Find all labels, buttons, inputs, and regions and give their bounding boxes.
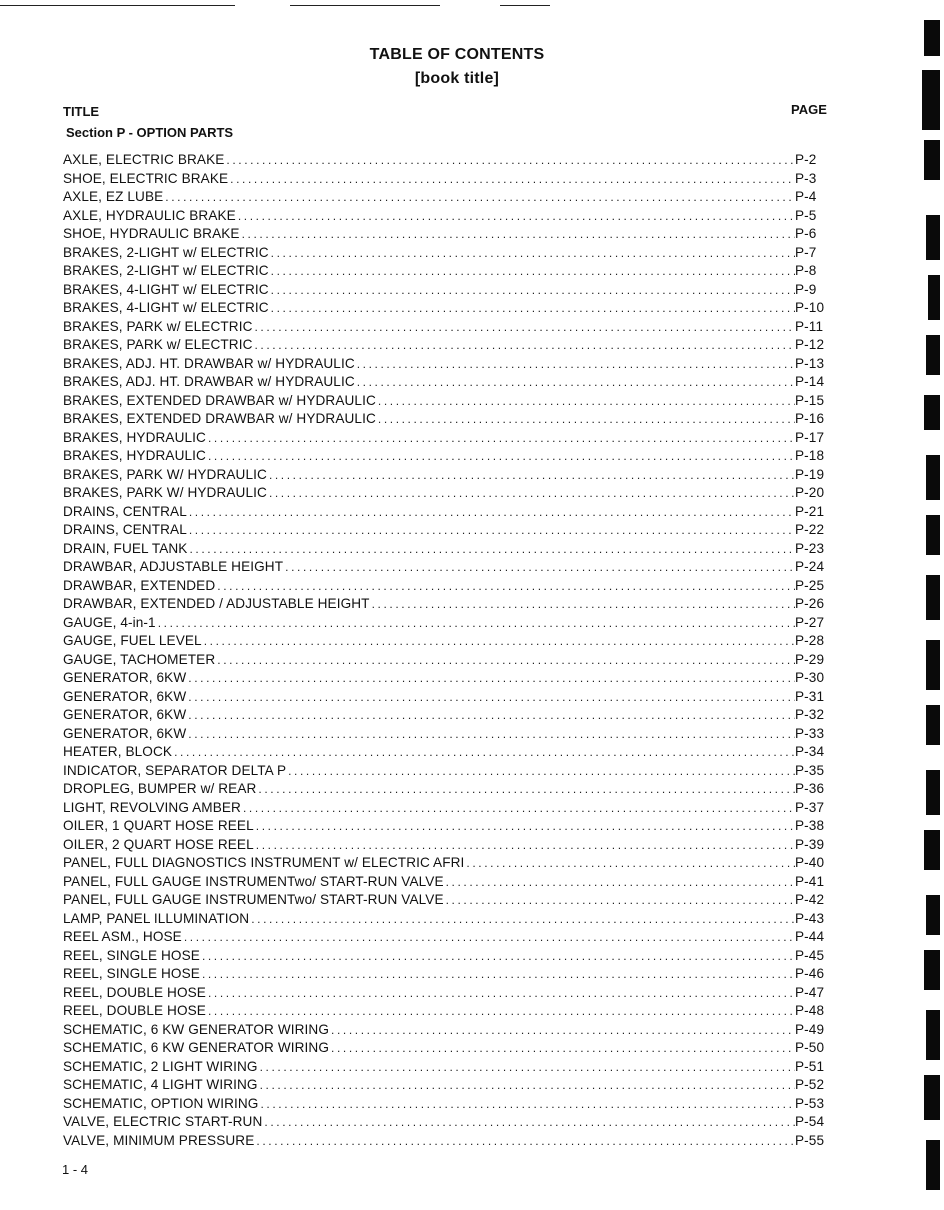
toc-entry bbox=[63, 873, 833, 892]
page-number: 1 - 4 bbox=[62, 1162, 89, 1177]
binding-hole-mark bbox=[926, 1140, 940, 1190]
toc-entry-title: VALVE, MINIMUM PRESSURE bbox=[63, 1132, 255, 1148]
toc-entry bbox=[63, 817, 833, 836]
toc-entry-title: REEL, SINGLE HOSE bbox=[63, 966, 200, 981]
column-header-title: TITLE bbox=[63, 104, 100, 119]
toc-entry-page: P-14 bbox=[795, 374, 825, 389]
toc-entry-title: BRAKES, HYDRAULIC bbox=[63, 448, 206, 463]
toc-entry-title: SCHEMATIC, 6 KW GENERATOR WIRING bbox=[63, 1040, 330, 1055]
toc-entry-page: P-40 bbox=[795, 855, 825, 870]
toc-entry bbox=[63, 336, 833, 355]
toc-entry-page: P-33 bbox=[795, 725, 825, 741]
toc-entry-page: P-43 bbox=[795, 910, 825, 926]
dot-leader bbox=[240, 225, 795, 244]
toc-entry-page: P-20 bbox=[795, 485, 825, 500]
toc-entry-page: P-36 bbox=[795, 781, 825, 796]
dot-leader bbox=[269, 244, 795, 263]
toc-entry bbox=[63, 281, 833, 300]
toc-entry bbox=[63, 928, 833, 947]
toc-entry-title: REEL, DOUBLE HOSE bbox=[63, 984, 206, 1000]
toc-entry bbox=[63, 484, 833, 503]
toc-entry-title: GENERATOR, 6KW bbox=[63, 670, 187, 685]
toc-entry-title: REEL ASM., HOSE bbox=[63, 929, 182, 944]
dot-leader bbox=[464, 854, 795, 873]
dot-leader bbox=[444, 891, 795, 910]
toc-entry bbox=[63, 595, 833, 614]
binding-hole-mark bbox=[924, 830, 940, 870]
dot-leader bbox=[269, 262, 795, 281]
binding-hole-mark bbox=[926, 895, 940, 935]
dot-leader bbox=[256, 780, 795, 799]
binding-hole-mark bbox=[926, 770, 940, 815]
toc-entry-title: BRAKES, PARK w/ ELECTRIC bbox=[63, 337, 253, 352]
dot-leader bbox=[262, 1113, 795, 1132]
toc-entry bbox=[63, 577, 833, 596]
toc-entry-title: DRAWBAR, EXTENDED / ADJUSTABLE HEIGHT bbox=[63, 596, 370, 611]
dot-leader bbox=[206, 984, 795, 1003]
dot-leader bbox=[254, 1132, 795, 1151]
dot-leader bbox=[187, 521, 795, 540]
toc-entry-page: P-23 bbox=[795, 540, 825, 556]
toc-entry-title: BRAKES, 2-LIGHT w/ ELECTRIC bbox=[63, 244, 269, 260]
dot-leader bbox=[267, 466, 795, 485]
toc-entry-page: P-44 bbox=[795, 929, 825, 944]
toc-entry-title: SHOE, HYDRAULIC BRAKE bbox=[63, 226, 240, 241]
toc-entry bbox=[63, 188, 833, 207]
toc-entry bbox=[63, 373, 833, 392]
toc-entry-page: P-27 bbox=[795, 614, 825, 630]
dot-leader bbox=[376, 392, 795, 411]
toc-entry-title: BRAKES, 4-LIGHT w/ ELECTRIC bbox=[63, 300, 269, 315]
toc-entry bbox=[63, 521, 833, 540]
toc-entry bbox=[63, 1095, 833, 1114]
toc-entry-title: PANEL, FULL GAUGE INSTRUMENTwo/ START-RUN VALVE bbox=[63, 873, 444, 889]
binding-holes bbox=[900, 0, 944, 1210]
toc-entry-title: LIGHT, REVOLVING AMBER bbox=[63, 799, 241, 815]
toc-entry-page: P-8 bbox=[795, 263, 817, 278]
scan-edge-line bbox=[0, 5, 235, 6]
toc-entry-page: P-30 bbox=[795, 670, 825, 685]
toc-entry-page: P-21 bbox=[795, 503, 825, 519]
toc-entry-title: PANEL, FULL DIAGNOSTICS INSTRUMENT w/ ELECTRIC AFRI bbox=[63, 855, 465, 870]
dot-leader bbox=[444, 873, 795, 892]
toc-entry bbox=[63, 410, 833, 429]
binding-hole-mark bbox=[928, 275, 940, 320]
dot-leader bbox=[200, 947, 795, 966]
toc-entry bbox=[63, 669, 833, 688]
dot-leader bbox=[269, 299, 795, 318]
dot-leader bbox=[215, 577, 795, 596]
book-title: [book title] bbox=[414, 70, 500, 87]
toc-entry-page: P-37 bbox=[795, 799, 825, 815]
toc-entry-title: REEL, SINGLE HOSE bbox=[63, 947, 200, 963]
dot-leader bbox=[156, 614, 795, 633]
dot-leader bbox=[215, 651, 795, 670]
toc-entry-title: DROPLEG, BUMPER w/ REAR bbox=[63, 781, 257, 796]
toc-entry-title: BRAKES, 4-LIGHT w/ ELECTRIC bbox=[63, 281, 269, 297]
toc-entry bbox=[63, 262, 833, 281]
toc-entry bbox=[63, 799, 833, 818]
toc-entry-page: P-49 bbox=[795, 1021, 825, 1037]
dot-leader bbox=[254, 836, 795, 855]
toc-entry-title: SCHEMATIC, OPTION WIRING bbox=[63, 1095, 259, 1111]
toc-entry-title: SHOE, ELECTRIC BRAKE bbox=[63, 170, 229, 186]
toc-entry-page: P-24 bbox=[795, 559, 825, 574]
toc-entry-title: BRAKES, PARK w/ ELECTRIC bbox=[63, 318, 253, 334]
binding-hole-mark bbox=[924, 1075, 940, 1120]
toc-entry-page: P-42 bbox=[795, 892, 825, 907]
toc-entry-page: P-4 bbox=[795, 189, 817, 204]
toc-entry-title: BRAKES, HYDRAULIC bbox=[63, 429, 206, 445]
dot-leader bbox=[186, 706, 795, 725]
dot-leader bbox=[241, 799, 795, 818]
toc-entry-page: P-10 bbox=[795, 300, 825, 315]
toc-entry-page: P-52 bbox=[795, 1077, 825, 1092]
binding-hole-mark bbox=[926, 640, 940, 690]
toc-entry bbox=[63, 207, 833, 226]
toc-entry-title: OILER, 1 QUART HOSE REEL bbox=[63, 818, 254, 833]
toc-entry bbox=[63, 854, 833, 873]
toc-entry bbox=[63, 540, 833, 559]
toc-entry-title: DRAWBAR, EXTENDED bbox=[63, 577, 216, 593]
toc-entry bbox=[63, 244, 833, 263]
toc-entry-title: GAUGE, FUEL LEVEL bbox=[63, 633, 202, 648]
toc-entry bbox=[63, 225, 833, 244]
toc-entry-title: GENERATOR, 6KW bbox=[63, 725, 187, 741]
toc-entry-page: P-53 bbox=[795, 1095, 825, 1111]
dot-leader bbox=[254, 817, 795, 836]
binding-hole-mark bbox=[926, 455, 940, 500]
dot-leader bbox=[187, 503, 795, 522]
binding-hole-mark bbox=[924, 395, 940, 430]
toc-entry bbox=[63, 1039, 833, 1058]
toc-entry-title: AXLE, EZ LUBE bbox=[63, 189, 164, 204]
dot-leader bbox=[286, 762, 795, 781]
toc-entry-page: P-5 bbox=[795, 207, 817, 223]
toc-entry-page: P-54 bbox=[795, 1114, 825, 1129]
binding-hole-mark bbox=[922, 70, 940, 130]
dot-leader bbox=[253, 336, 796, 355]
dot-leader bbox=[267, 484, 795, 503]
toc-entry bbox=[63, 503, 833, 522]
toc-entry bbox=[63, 429, 833, 448]
binding-hole-mark bbox=[926, 215, 940, 260]
dot-leader bbox=[172, 743, 795, 762]
toc-entry-page: P-7 bbox=[795, 244, 817, 260]
toc-entry bbox=[63, 558, 833, 577]
dot-leader bbox=[249, 910, 795, 929]
toc-entry-title: GAUGE, 4-in-1 bbox=[63, 614, 156, 630]
dot-leader bbox=[182, 928, 795, 947]
toc-entry-page: P-11 bbox=[795, 318, 824, 334]
toc-entry-title: DRAWBAR, ADJUSTABLE HEIGHT bbox=[63, 559, 284, 574]
scan-edge-line bbox=[500, 5, 550, 6]
binding-hole-mark bbox=[926, 705, 940, 745]
toc-entry-page: P-18 bbox=[795, 448, 825, 463]
dot-leader bbox=[355, 355, 795, 374]
toc-entry bbox=[63, 170, 833, 189]
toc-entry-page: P-17 bbox=[795, 429, 825, 445]
toc-entry-page: P-9 bbox=[795, 281, 817, 297]
toc-entry-page: P-3 bbox=[795, 170, 817, 186]
toc-entry bbox=[63, 984, 833, 1003]
toc-entry-page: P-29 bbox=[795, 651, 825, 667]
toc-entry-title: DRAIN, FUEL TANK bbox=[63, 540, 188, 556]
toc-entry-page: P-13 bbox=[795, 355, 825, 371]
toc-entry-page: P-55 bbox=[795, 1132, 825, 1148]
toc-entry bbox=[63, 891, 833, 910]
binding-hole-mark bbox=[926, 335, 940, 375]
toc-entry-page: P-39 bbox=[795, 836, 825, 852]
dot-leader bbox=[355, 373, 795, 392]
toc-entry bbox=[63, 947, 833, 966]
toc-entry-page: P-51 bbox=[795, 1058, 825, 1074]
toc-list bbox=[63, 151, 833, 1150]
dot-leader bbox=[206, 447, 795, 466]
toc-entry-title: HEATER, BLOCK bbox=[63, 744, 173, 759]
dot-leader bbox=[228, 170, 795, 189]
toc-entry-page: P-48 bbox=[795, 1003, 825, 1018]
toc-entry bbox=[63, 1002, 833, 1021]
dot-leader bbox=[224, 151, 795, 170]
toc-entry-title: DRAINS, CENTRAL bbox=[63, 522, 187, 537]
toc-entry-title: SCHEMATIC, 2 LIGHT WIRING bbox=[63, 1058, 258, 1074]
toc-entry-page: P-15 bbox=[795, 392, 825, 408]
dot-leader bbox=[258, 1095, 795, 1114]
toc-entry-title: BRAKES, PARK W/ HYDRAULIC bbox=[63, 466, 267, 482]
toc-entry bbox=[63, 1076, 833, 1095]
toc-entry-title: VALVE, ELECTRIC START-RUN bbox=[63, 1114, 263, 1129]
toc-entry-title: BRAKES, 2-LIGHT w/ ELECTRIC bbox=[63, 263, 269, 278]
toc-entry-title: BRAKES, PARK W/ HYDRAULIC bbox=[63, 485, 267, 500]
toc-entry bbox=[63, 780, 833, 799]
dot-leader bbox=[370, 595, 795, 614]
toc-entry bbox=[63, 836, 833, 855]
toc-entry-title: INDICATOR, SEPARATOR DELTA P bbox=[63, 762, 287, 778]
toc-entry bbox=[63, 1058, 833, 1077]
toc-entry-page: P-35 bbox=[795, 762, 825, 778]
toc-entry-title: DRAINS, CENTRAL bbox=[63, 503, 187, 519]
dot-leader bbox=[163, 188, 795, 207]
toc-entry-title: REEL, DOUBLE HOSE bbox=[63, 1003, 206, 1018]
toc-entry-page: P-50 bbox=[795, 1040, 825, 1055]
column-header-page: PAGE bbox=[791, 102, 827, 117]
toc-entry-page: P-46 bbox=[795, 966, 825, 981]
binding-hole-mark bbox=[924, 20, 940, 56]
dot-leader bbox=[202, 632, 795, 651]
dot-leader bbox=[269, 281, 795, 300]
dot-leader bbox=[186, 725, 795, 744]
toc-entry-title: OILER, 2 QUART HOSE REEL bbox=[63, 836, 254, 852]
dot-leader bbox=[329, 1021, 795, 1040]
dot-leader bbox=[258, 1076, 795, 1095]
dot-leader bbox=[376, 410, 795, 429]
dot-leader bbox=[283, 558, 795, 577]
toc-entry bbox=[63, 706, 833, 725]
toc-entry-title: AXLE, HYDRAULIC BRAKE bbox=[63, 207, 236, 223]
toc-entry-title: SCHEMATIC, 4 LIGHT WIRING bbox=[63, 1077, 258, 1092]
toc-entry-title: BRAKES, ADJ. HT. DRAWBAR w/ HYDRAULIC bbox=[63, 374, 355, 389]
binding-hole-mark bbox=[926, 515, 940, 555]
dot-leader bbox=[186, 688, 795, 707]
toc-entry-page: P-12 bbox=[795, 337, 825, 352]
toc-entry bbox=[63, 632, 833, 651]
toc-entry-page: P-19 bbox=[795, 466, 825, 482]
dot-leader bbox=[200, 965, 795, 984]
dot-leader bbox=[206, 1002, 795, 1021]
toc-entry bbox=[63, 355, 833, 374]
toc-entry bbox=[63, 1113, 833, 1132]
toc-entry-title: LAMP, PANEL ILLUMINATION bbox=[63, 910, 250, 926]
toc-entry bbox=[63, 614, 833, 633]
dot-leader bbox=[236, 207, 795, 226]
page-title: TABLE OF CONTENTS bbox=[369, 46, 545, 63]
toc-entry-title: BRAKES, EXTENDED DRAWBAR w/ HYDRAULIC bbox=[63, 411, 376, 426]
toc-entry-title: BRAKES, EXTENDED DRAWBAR w/ HYDRAULIC bbox=[63, 392, 376, 408]
dot-leader bbox=[253, 318, 796, 337]
toc-entry-title: GENERATOR, 6KW bbox=[63, 688, 187, 704]
toc-entry-title: SCHEMATIC, 6 KW GENERATOR WIRING bbox=[63, 1021, 330, 1037]
toc-entry-title: GENERATOR, 6KW bbox=[63, 707, 187, 722]
toc-entry bbox=[63, 1132, 833, 1151]
section-heading: Section P - OPTION PARTS bbox=[66, 125, 234, 140]
toc-entry-page: P-45 bbox=[795, 947, 825, 963]
toc-entry-page: P-47 bbox=[795, 984, 825, 1000]
toc-entry-page: P-32 bbox=[795, 707, 825, 722]
toc-entry bbox=[63, 447, 833, 466]
toc-entry bbox=[63, 318, 833, 337]
toc-entry bbox=[63, 1021, 833, 1040]
dot-leader bbox=[206, 429, 795, 448]
toc-entry-title: GAUGE, TACHOMETER bbox=[63, 651, 216, 667]
toc-entry-title: AXLE, ELECTRIC BRAKE bbox=[63, 152, 225, 167]
toc-entry-page: P-34 bbox=[795, 744, 825, 759]
dot-leader bbox=[187, 540, 795, 559]
dot-leader bbox=[329, 1039, 795, 1058]
binding-hole-mark bbox=[924, 950, 940, 990]
toc-entry bbox=[63, 725, 833, 744]
toc-entry-page: P-6 bbox=[795, 226, 817, 241]
toc-entry-page: P-16 bbox=[795, 411, 825, 426]
toc-entry bbox=[63, 651, 833, 670]
toc-entry bbox=[63, 965, 833, 984]
toc-entry-title: PANEL, FULL GAUGE INSTRUMENTwo/ START-RUN VALVE bbox=[63, 892, 444, 907]
toc-entry-page: P-26 bbox=[795, 596, 825, 611]
toc-entry bbox=[63, 762, 833, 781]
binding-hole-mark bbox=[924, 140, 940, 180]
toc-entry bbox=[63, 299, 833, 318]
dot-leader bbox=[186, 669, 795, 688]
toc-entry-page: P-2 bbox=[795, 152, 817, 167]
toc-entry bbox=[63, 743, 833, 762]
toc-entry bbox=[63, 151, 833, 170]
binding-hole-mark bbox=[926, 1010, 940, 1060]
toc-entry-page: P-31 bbox=[795, 688, 825, 704]
toc-entry bbox=[63, 910, 833, 929]
toc-entry-page: P-25 bbox=[795, 577, 825, 593]
toc-entry-page: P-41 bbox=[795, 873, 825, 889]
toc-entry-page: P-28 bbox=[795, 633, 825, 648]
binding-hole-mark bbox=[926, 575, 940, 620]
toc-entry bbox=[63, 392, 833, 411]
dot-leader bbox=[258, 1058, 795, 1077]
toc-entry-title: BRAKES, ADJ. HT. DRAWBAR w/ HYDRAULIC bbox=[63, 355, 355, 371]
toc-entry bbox=[63, 688, 833, 707]
toc-entry-page: P-22 bbox=[795, 522, 825, 537]
toc-entry bbox=[63, 466, 833, 485]
toc-entry-page: P-38 bbox=[795, 818, 825, 833]
scan-edge-line bbox=[290, 5, 440, 6]
